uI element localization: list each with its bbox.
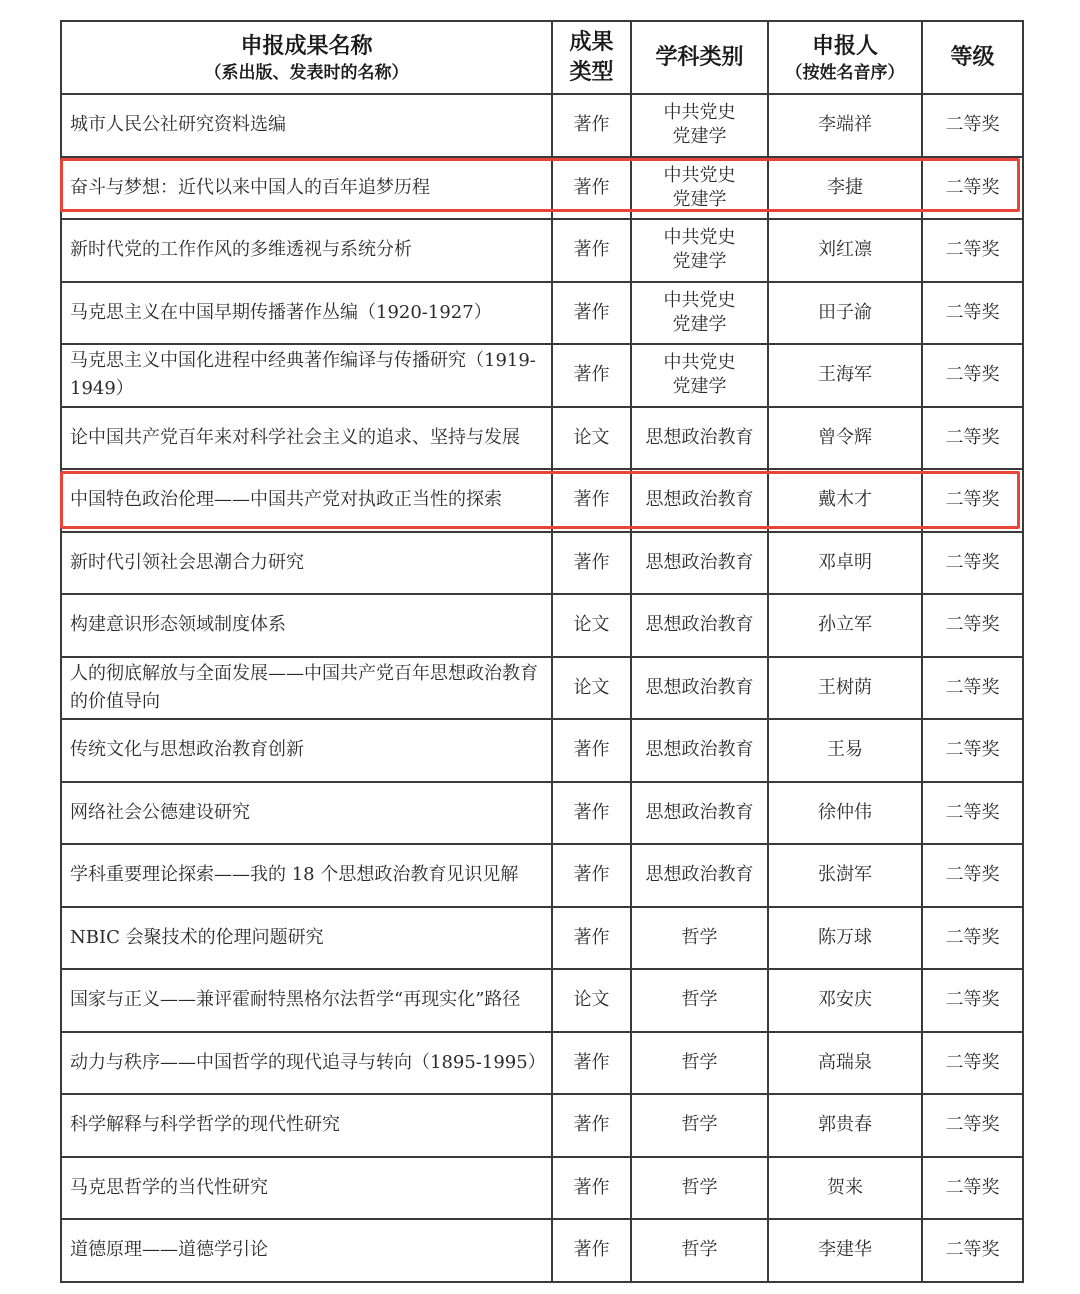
award-grade: 二等奖 — [922, 344, 1023, 407]
subject-line: 思想政治教育 — [645, 426, 754, 448]
achievement-type: 著作 — [552, 844, 631, 907]
achievement-title: 科学解释与科学哲学的现代性研究 — [61, 1094, 552, 1157]
applicant-name: 戴木才 — [768, 469, 922, 532]
achievement-type: 著作 — [552, 1094, 631, 1157]
award-table — [60, 20, 1024, 1283]
achievement-type: 著作 — [552, 219, 631, 282]
table-row — [61, 594, 1023, 657]
subject-line: 思想政治教育 — [645, 676, 754, 698]
table-body — [61, 94, 1023, 1282]
applicant-name: 贺来 — [768, 1157, 922, 1220]
subject-line: 思想政治教育 — [645, 489, 754, 511]
subject-line: 中共党史 — [663, 289, 736, 311]
award-grade: 二等奖 — [922, 844, 1023, 907]
achievement-title: 马克思主义中国化进程中经典著作编译与传播研究（1919-1949） — [61, 344, 552, 407]
header-title — [61, 21, 552, 94]
achievement-title: 动力与秩序——中国哲学的现代追寻与转向（1895-1995） — [61, 1032, 552, 1095]
subject-line: 党建学 — [672, 251, 727, 273]
achievement-title: 网络社会公德建设研究 — [61, 782, 552, 845]
achievement-type: 著作 — [552, 344, 631, 407]
header-title-sub: （系出版、发表时的名称） — [204, 62, 409, 83]
subject-line: 思想政治教育 — [645, 551, 754, 573]
table-row — [61, 282, 1023, 345]
applicant-name: 刘红凛 — [768, 219, 922, 282]
subject-line: 中共党史 — [663, 164, 736, 186]
achievement-type: 著作 — [552, 1219, 631, 1282]
award-grade: 二等奖 — [922, 594, 1023, 657]
table-row — [61, 782, 1023, 845]
table-row — [61, 657, 1023, 720]
subject-line: 中共党史 — [663, 352, 736, 374]
applicant-name: 徐仲伟 — [768, 782, 922, 845]
header-type-line2: 类型 — [569, 59, 614, 85]
achievement-title: 传统文化与思想政治教育创新 — [61, 719, 552, 782]
achievement-type: 论文 — [552, 407, 631, 470]
award-grade: 二等奖 — [922, 532, 1023, 595]
subject-category — [631, 157, 768, 220]
award-grade: 二等奖 — [922, 407, 1023, 470]
subject-line: 党建学 — [672, 126, 727, 148]
applicant-name: 邓卓明 — [768, 532, 922, 595]
applicant-name: 孙立军 — [768, 594, 922, 657]
award-grade: 二等奖 — [922, 719, 1023, 782]
header-applicant-main: 申报人 — [811, 33, 878, 59]
subject-category — [631, 782, 768, 845]
header-grade: 等级 — [922, 21, 1023, 94]
subject-line: 党建学 — [672, 188, 727, 210]
table-row — [61, 1219, 1023, 1282]
achievement-title: 国家与正义——兼评霍耐特黑格尔法哲学“再现实化”路径 — [61, 969, 552, 1032]
applicant-name: 王海军 — [768, 344, 922, 407]
subject-line: 党建学 — [672, 376, 727, 398]
table-row — [61, 532, 1023, 595]
achievement-title: 城市人民公社研究资料选编 — [61, 94, 552, 157]
achievement-title: NBIC 会聚技术的伦理问题研究 — [61, 907, 552, 970]
subject-line: 思想政治教育 — [645, 739, 754, 761]
subject-category — [631, 219, 768, 282]
subject-line: 哲学 — [681, 1114, 718, 1136]
achievement-title: 道德原理——道德学引论 — [61, 1219, 552, 1282]
subject-category — [631, 94, 768, 157]
applicant-name: 张澍军 — [768, 844, 922, 907]
achievement-title: 新时代引领社会思潮合力研究 — [61, 532, 552, 595]
achievement-type: 著作 — [552, 469, 631, 532]
applicant-name: 邓安庆 — [768, 969, 922, 1032]
applicant-name: 王易 — [768, 719, 922, 782]
table-row — [61, 1094, 1023, 1157]
subject-category — [631, 844, 768, 907]
applicant-name: 李捷 — [768, 157, 922, 220]
achievement-type: 著作 — [552, 1157, 631, 1220]
subject-line: 哲学 — [681, 1239, 718, 1261]
subject-line: 哲学 — [681, 1176, 718, 1198]
table-row — [61, 94, 1023, 157]
achievement-title: 马克思哲学的当代性研究 — [61, 1157, 552, 1220]
achievement-type: 著作 — [552, 782, 631, 845]
achievement-title: 新时代党的工作作风的多维透视与系统分析 — [61, 219, 552, 282]
table-row — [61, 844, 1023, 907]
award-grade: 二等奖 — [922, 469, 1023, 532]
achievement-title: 奋斗与梦想：近代以来中国人的百年追梦历程 — [61, 157, 552, 220]
achievement-title: 论中国共产党百年来对科学社会主义的追求、坚持与发展 — [61, 407, 552, 470]
table-row — [61, 407, 1023, 470]
header-applicant-sub: （按姓名音序） — [785, 62, 905, 83]
subject-category — [631, 969, 768, 1032]
header-title-main: 申报成果名称 — [240, 33, 373, 59]
subject-category — [631, 1094, 768, 1157]
subject-line: 哲学 — [681, 926, 718, 948]
table-row — [61, 219, 1023, 282]
achievement-type: 著作 — [552, 719, 631, 782]
table-row — [61, 469, 1023, 532]
award-grade: 二等奖 — [922, 1157, 1023, 1220]
applicant-name: 王树荫 — [768, 657, 922, 720]
subject-line: 哲学 — [681, 1051, 718, 1073]
header-applicant — [768, 21, 922, 94]
achievement-title: 人的彻底解放与全面发展——中国共产党百年思想政治教育的价值导向 — [61, 657, 552, 720]
subject-category — [631, 719, 768, 782]
award-grade: 二等奖 — [922, 219, 1023, 282]
subject-category — [631, 532, 768, 595]
subject-category — [631, 594, 768, 657]
applicant-name: 曾令辉 — [768, 407, 922, 470]
achievement-type: 著作 — [552, 532, 631, 595]
award-grade: 二等奖 — [922, 969, 1023, 1032]
award-grade: 二等奖 — [922, 282, 1023, 345]
table-row — [61, 1157, 1023, 1220]
award-grade: 二等奖 — [922, 782, 1023, 845]
achievement-type: 著作 — [552, 1032, 631, 1095]
achievement-type: 论文 — [552, 594, 631, 657]
award-grade: 二等奖 — [922, 1032, 1023, 1095]
table-row — [61, 719, 1023, 782]
applicant-name: 田子渝 — [768, 282, 922, 345]
achievement-title: 学科重要理论探索——我的 18 个思想政治教育见识见解 — [61, 844, 552, 907]
award-grade: 二等奖 — [922, 657, 1023, 720]
achievement-type: 论文 — [552, 969, 631, 1032]
applicant-name: 李端祥 — [768, 94, 922, 157]
subject-line: 哲学 — [681, 989, 718, 1011]
subject-category — [631, 282, 768, 345]
header-type-line1: 成果 — [569, 29, 614, 55]
award-grade: 二等奖 — [922, 1219, 1023, 1282]
table-row — [61, 157, 1023, 220]
table-row — [61, 969, 1023, 1032]
subject-line: 思想政治教育 — [645, 864, 754, 886]
achievement-type: 著作 — [552, 157, 631, 220]
subject-line: 中共党史 — [663, 227, 736, 249]
achievement-title: 马克思主义在中国早期传播著作丛编（1920-1927） — [61, 282, 552, 345]
subject-line: 思想政治教育 — [645, 614, 754, 636]
header-row — [61, 21, 1023, 94]
header-subject: 学科类别 — [631, 21, 768, 94]
subject-category — [631, 1032, 768, 1095]
subject-category — [631, 657, 768, 720]
award-grade: 二等奖 — [922, 94, 1023, 157]
award-grade: 二等奖 — [922, 907, 1023, 970]
achievement-type: 论文 — [552, 657, 631, 720]
subject-category — [631, 407, 768, 470]
subject-category — [631, 1157, 768, 1220]
award-grade: 二等奖 — [922, 1094, 1023, 1157]
table-row — [61, 344, 1023, 407]
table-row — [61, 907, 1023, 970]
applicant-name: 陈万球 — [768, 907, 922, 970]
award-grade: 二等奖 — [922, 157, 1023, 220]
subject-category — [631, 344, 768, 407]
subject-category — [631, 1219, 768, 1282]
achievement-title: 构建意识形态领域制度体系 — [61, 594, 552, 657]
subject-category — [631, 907, 768, 970]
subject-line: 思想政治教育 — [645, 801, 754, 823]
subject-category — [631, 469, 768, 532]
header-type — [552, 21, 631, 94]
achievement-type: 著作 — [552, 94, 631, 157]
table-row — [61, 1032, 1023, 1095]
subject-line: 中共党史 — [663, 102, 736, 124]
achievement-type: 著作 — [552, 907, 631, 970]
achievement-title: 中国特色政治伦理——中国共产党对执政正当性的探索 — [61, 469, 552, 532]
subject-line: 党建学 — [672, 313, 727, 335]
achievement-type: 著作 — [552, 282, 631, 345]
applicant-name: 李建华 — [768, 1219, 922, 1282]
applicant-name: 郭贵春 — [768, 1094, 922, 1157]
applicant-name: 高瑞泉 — [768, 1032, 922, 1095]
